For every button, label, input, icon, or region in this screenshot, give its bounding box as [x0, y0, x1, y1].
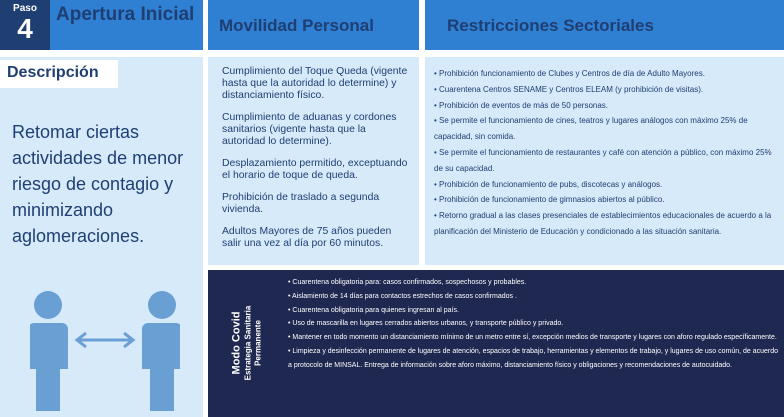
restricciones-list — [434, 66, 779, 240]
restriccion-item: • Prohibición de funcionamiento de pubs, discotecas y análogos. — [434, 179, 663, 189]
step-number: 4 — [17, 13, 33, 44]
movilidad-item: Desplazamiento permitido, exceptuando el horario de toque de queda. — [222, 158, 408, 181]
movilidad-item: Cumplimiento del Toque Queda (vigente hasta que la autoridad lo determine) y distanciamiento físico. — [222, 66, 408, 101]
two-people-distance-icon — [30, 283, 180, 413]
step-title: Apertura Inicial — [56, 4, 195, 25]
movilidad-title: Movilidad Personal — [219, 16, 374, 35]
modo-covid-list — [288, 276, 780, 373]
restriccion-item: • Se permite el funcionamiento de cines, teatros y lugares análogos con máximo 25% de capacidad, sin comida. — [434, 116, 748, 142]
person-left-head — [34, 291, 62, 319]
restriccion-item: • Cuarentena Centros SENAME y Centros ELEAM (y prohibición de visitas). — [434, 84, 704, 94]
movilidad-header — [208, 0, 419, 50]
modo-covid-item: • Limpieza y desinfección permanente de lugares de atención, espacios de trabajo, herramientas y elementos de trabajo, y lugares de uso común, de acuerdo a protocolo de MINSAL. Entrega de información sobre aforo máximo, distanciamiento físico y obligaciones y recomendaciones de autocuidado. — [288, 347, 779, 369]
restriccion-item: • Retorno gradual a las clases presenciales de establecimientos educacionales de acuerdo a la planificación del Ministerio de Educación y condicionado a las situación sanitaria. — [434, 211, 772, 236]
modo-covid-subtitle-1: Estrategia Sanitaria — [243, 305, 253, 381]
restricciones-title: Restricciones Sectoriales — [447, 16, 654, 35]
description-text: Retomar ciertas actividades de menor riesgo de contagio y minimizando aglomeraciones. — [12, 122, 184, 246]
step-header — [0, 0, 203, 50]
restriccion-item: • Prohibición funcionamiento de Clubes y Centros de día de Adulto Mayores. — [434, 69, 705, 78]
restriccion-item: • Prohibición de eventos de más de 50 personas. — [434, 100, 609, 110]
person-right-body — [142, 323, 180, 411]
restricciones-header — [425, 0, 784, 50]
modo-covid-item: • Cuarentena obligatoria para quienes ingresan al país. — [288, 306, 459, 314]
person-right-head — [148, 291, 176, 319]
movilidad-item: Cumplimiento de aduanas y cordones sanitarios (vigente hasta que la autoridad lo determine). — [222, 112, 397, 147]
person-left-body — [30, 323, 68, 411]
modo-covid-item: • Uso de mascarilla en lugares cerrados abiertos urbanos, y transporte público y privado. — [288, 320, 564, 328]
movilidad-item: Adultos Mayores de 75 años pueden salir una vez al día por 60 minutos. — [222, 226, 392, 249]
movilidad-list — [222, 66, 412, 260]
modo-covid-item: • Cuarentena obligatoria para: casos confirmados, sospechosos y probables. — [288, 279, 527, 286]
modo-covid-title: Modo Covid — [230, 311, 243, 375]
step-badge — [0, 0, 50, 50]
modo-covid-heading — [231, 273, 264, 413]
modo-covid-item: • Aislamiento de 14 días para contactos estrechos de casos confirmados . — [288, 292, 517, 300]
modo-covid-sidebar — [208, 270, 286, 417]
restriccion-item: • Prohibición de funcionamiento de gimnasios abiertos al público. — [434, 195, 665, 205]
distance-arrow — [77, 333, 133, 347]
description-label: Descripción — [0, 60, 118, 88]
modo-covid-subtitle-2: Permanente — [253, 320, 263, 366]
step-label: Paso — [13, 3, 37, 14]
movilidad-item: Prohibición de traslado a segunda vivienda. — [222, 192, 380, 215]
modo-covid-item: • Mantener en todo momento un distanciamiento mínimo de un metro entre sí, excepción medios de transporte y lugares con aforo regulado específicamente. — [288, 334, 777, 342]
restriccion-item: • Se permite el funcionamiento de restaurantes y café con atención a público, con máximo 25% de su capacidad. — [434, 147, 772, 173]
